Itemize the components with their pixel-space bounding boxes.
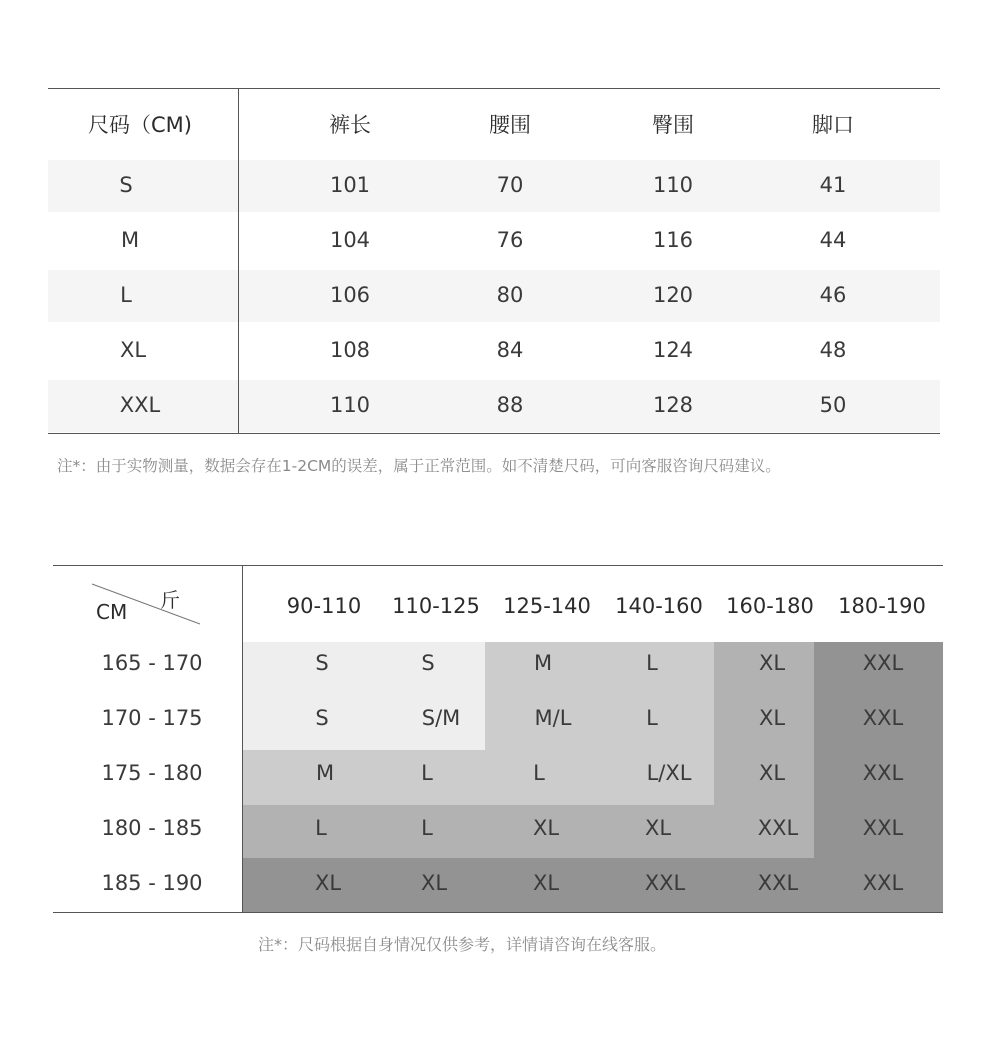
leg-opening-value: 48 — [819, 338, 847, 362]
recommend-table-note: 注*：尺码根据自身情况仅供参考，详情请咨询在线客服。 — [258, 935, 667, 954]
corner-weight-unit: 斤 — [160, 588, 180, 612]
recommended-size: S — [421, 651, 435, 675]
height-range-label: 180 - 185 — [101, 816, 203, 840]
recommended-size: XXL — [757, 816, 799, 840]
recommended-size: XL — [314, 871, 342, 895]
recommended-size: L — [315, 816, 327, 840]
leg-opening-value: 44 — [819, 228, 847, 252]
recommended-size: M/L — [534, 706, 572, 730]
recommended-size: XXL — [862, 651, 904, 675]
size-label: S — [119, 173, 133, 197]
recommended-size: L — [646, 706, 658, 730]
recommended-size: XL — [420, 871, 448, 895]
waist-value: 84 — [496, 338, 524, 362]
size-table-bottom-border — [48, 433, 940, 434]
recommended-size: XL — [532, 816, 560, 840]
weight-range-header: 125-140 — [503, 594, 591, 618]
recommended-size: XXL — [862, 761, 904, 785]
header-length: 裤长 — [329, 113, 371, 137]
recommended-size: XXL — [757, 871, 799, 895]
recommended-size: XXL — [862, 871, 904, 895]
hip-value: 110 — [652, 173, 694, 197]
recommended-size: L — [421, 816, 433, 840]
leg-opening-value: 46 — [819, 283, 847, 307]
waist-value: 70 — [496, 173, 524, 197]
size-table-divider — [238, 88, 239, 433]
length-value: 106 — [329, 283, 371, 307]
waist-value: 76 — [496, 228, 524, 252]
height-range-label: 185 - 190 — [101, 871, 203, 895]
size-label: L — [120, 283, 132, 307]
header-size-cm: 尺码（CM) — [88, 113, 192, 137]
size-label: XL — [119, 338, 147, 362]
header-waist: 腰围 — [489, 113, 531, 137]
hip-value: 128 — [652, 393, 694, 417]
recommended-size: S — [315, 651, 329, 675]
recommended-size: L/XL — [646, 761, 692, 785]
recommended-size: M — [533, 651, 553, 675]
recommended-size: XL — [532, 871, 560, 895]
recommend-table-bottom-border — [53, 912, 943, 913]
weight-range-header: 140-160 — [615, 594, 703, 618]
recommended-size: XL — [758, 651, 786, 675]
hip-value: 124 — [652, 338, 694, 362]
header-hip: 臀围 — [652, 113, 694, 137]
length-value: 104 — [329, 228, 371, 252]
weight-range-header: 110-125 — [392, 594, 480, 618]
weight-range-header: 160-180 — [726, 594, 814, 618]
weight-range-header: 90-110 — [286, 594, 362, 618]
leg-opening-value: 41 — [819, 173, 847, 197]
recommended-size: S — [315, 706, 329, 730]
recommended-size: L — [533, 761, 545, 785]
waist-value: 80 — [496, 283, 524, 307]
length-value: 101 — [329, 173, 371, 197]
height-range-label: 175 - 180 — [101, 761, 203, 785]
recommended-size: S/M — [421, 706, 461, 730]
weight-range-header: 180-190 — [838, 594, 926, 618]
size-label: XXL — [119, 393, 161, 417]
recommended-size: M — [315, 761, 335, 785]
size-table-top-border — [48, 88, 940, 89]
recommend-table-divider — [242, 565, 243, 912]
height-range-label: 170 - 175 — [101, 706, 203, 730]
hip-value: 116 — [652, 228, 694, 252]
height-range-label: 165 - 170 — [101, 651, 203, 675]
recommended-size: XXL — [644, 871, 686, 895]
header-leg-opening: 脚口 — [812, 113, 854, 137]
size-label: M — [120, 228, 140, 252]
size-table-note: 注*：由于实物测量，数据会存在1-2CM的误差，属于正常范围。如不清楚尺码，可向客服咨询尺码建议。 — [57, 457, 781, 475]
recommended-size: XL — [758, 761, 786, 785]
hip-value: 120 — [652, 283, 694, 307]
waist-value: 88 — [496, 393, 524, 417]
length-value: 110 — [329, 393, 371, 417]
length-value: 108 — [329, 338, 371, 362]
recommended-size: XXL — [862, 706, 904, 730]
corner-height-unit: CM — [96, 600, 128, 624]
recommended-size: L — [646, 651, 658, 675]
recommended-size: XL — [644, 816, 672, 840]
recommend-table-top-border — [53, 565, 943, 566]
recommended-size: L — [421, 761, 433, 785]
recommended-size: XL — [758, 706, 786, 730]
leg-opening-value: 50 — [819, 393, 847, 417]
recommended-size: XXL — [862, 816, 904, 840]
